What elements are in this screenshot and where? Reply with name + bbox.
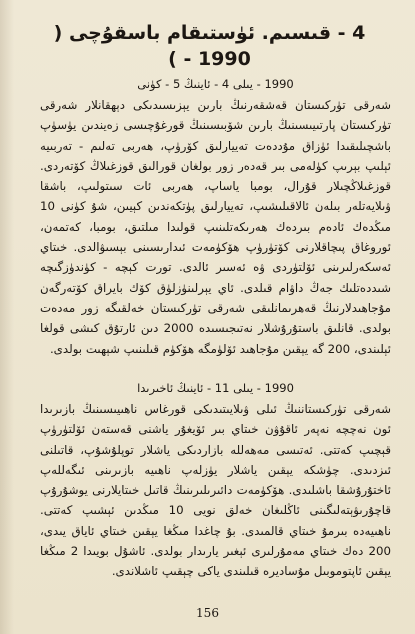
section-paragraph: شەرقى تۈركىستاننىڭ ئىلى ۋىلايىتىدىكى قورغاس ناھىيىسىنىڭ بازىرىدا ئون نەچچە نەپەر ئاقۇۋن خىتاي بىر ئۆيغۇر ياشنى قەستەن ئۆلتۈرۈپ قېچىپ كەتتى. ئەتىسى مەھەللە بازاردىكى ياشلار توپلۇشۇپ، قاتىلنى ئىزدىدى. چۈشكە يېقىن ياشلار يۈزلەپ ناھىيە بازىرىنى ئىگەللەپ ئاختۇرۇشقا باشلىدى. ھۆكۈمەت دائىرىلىرىنىڭ قاتىل خىتايلارنى يوشۇرۇپ قاچۇرىۋېتەلىگىنى ئاڭلىغان خەلق نويى 10 مىڭدىن ئېشىپ كەتتى. ناھىيەدە بىرمۇ خىتاي قالمىدى. بۇ چاغدا مىڭغا يېقىن خىتاي ئاياق يىدى، 200 دەك خىتاي مەمۇرلىرى ئېغىر يارىدار بولدى. ئاشۇل بويىدا 2 مىڭغا يېقىن ئاپتوموبىل مۇساديرە قىلىندى ياكى چېقىپ ئاشلاندى.: [40, 402, 391, 579]
chapter-title: 4 - قىسىم. ئۈستىقام باسقۇچى ( 1990 - ): [53, 22, 366, 70]
section-date: 1990 - يىلى 4 - ئاينىڭ 5 - كۈنى: [137, 77, 294, 91]
section-date: 1990 - يىلى 11 - ئاينىڭ ئاخىرىدا: [137, 381, 294, 395]
page-number: 156: [196, 606, 219, 620]
section-1: [40, 76, 391, 359]
page-gutter-shadow: [0, 0, 14, 634]
section-paragraph: شەرقى تۈركىستان قەشقەرنىڭ بارىن يېزىسىدىكى دېھقانلار شەرقى تۈركىستان پارتىيىسىنىڭ بارىن شۆبىسىنىڭ قورغۇچىسى زەيندىن يۈسۈپ باشچىلىقىدا ئۈزاق مۇددەت تەييارلىق كۆرۈپ، ھەربى تەلىم - تەربىيە ئېلىپ بېرىپ كۈلەمى بىر قەدەر زور بولغان قورالىق قوزغىلاڭ كۆتەردى. قوزغىلاڭچىلار قۇرال، بومبا ياساپ، ھەربى ئات سىتولىپ، باشقا ۋىلايەتلەر بىلەن ئالاقىلىشىپ، تەييارلىق پۈتكەندىن كېيىن، شۇ كۈنى 10 مىڭدەك ئادەم بىردەك ھەرىكەتلىنىپ قولىدا مىلتىق، بومبا، كەتمەن، ئوروغاق پىچاقلارنى كۆتۈرۈپ ھۆكۈمەت ئىدارىسىنى بېسىۋالدى. خىتاي ئەسكەرلىرىنى ئۆلتۈردى ۋە ئەسىر ئالدى. تورت كېچە - كۈندۈزگىچە شىددەتلىك جەڭ داۋام قىلدى. ئاي يېرلىنۈزلۈق كۆك بايراق كۆتەرگەن مۇجاھىدلارنىڭ قەھرىمانلىقى شەرقى تۈركىستان خەلقىگە زور مەدەت بولدى. قانلىق باستۇرۇشلار نەتىجىسىدە 2000 دىن ئارتۇق كىشى قولغا ئېلىندى، 200 گە يېقىن مۇجاھىد ئۆلۈمگە ھۆكۈم قىلىنىپ شېھىت بولدى.: [40, 98, 391, 356]
section-2: [40, 380, 391, 582]
